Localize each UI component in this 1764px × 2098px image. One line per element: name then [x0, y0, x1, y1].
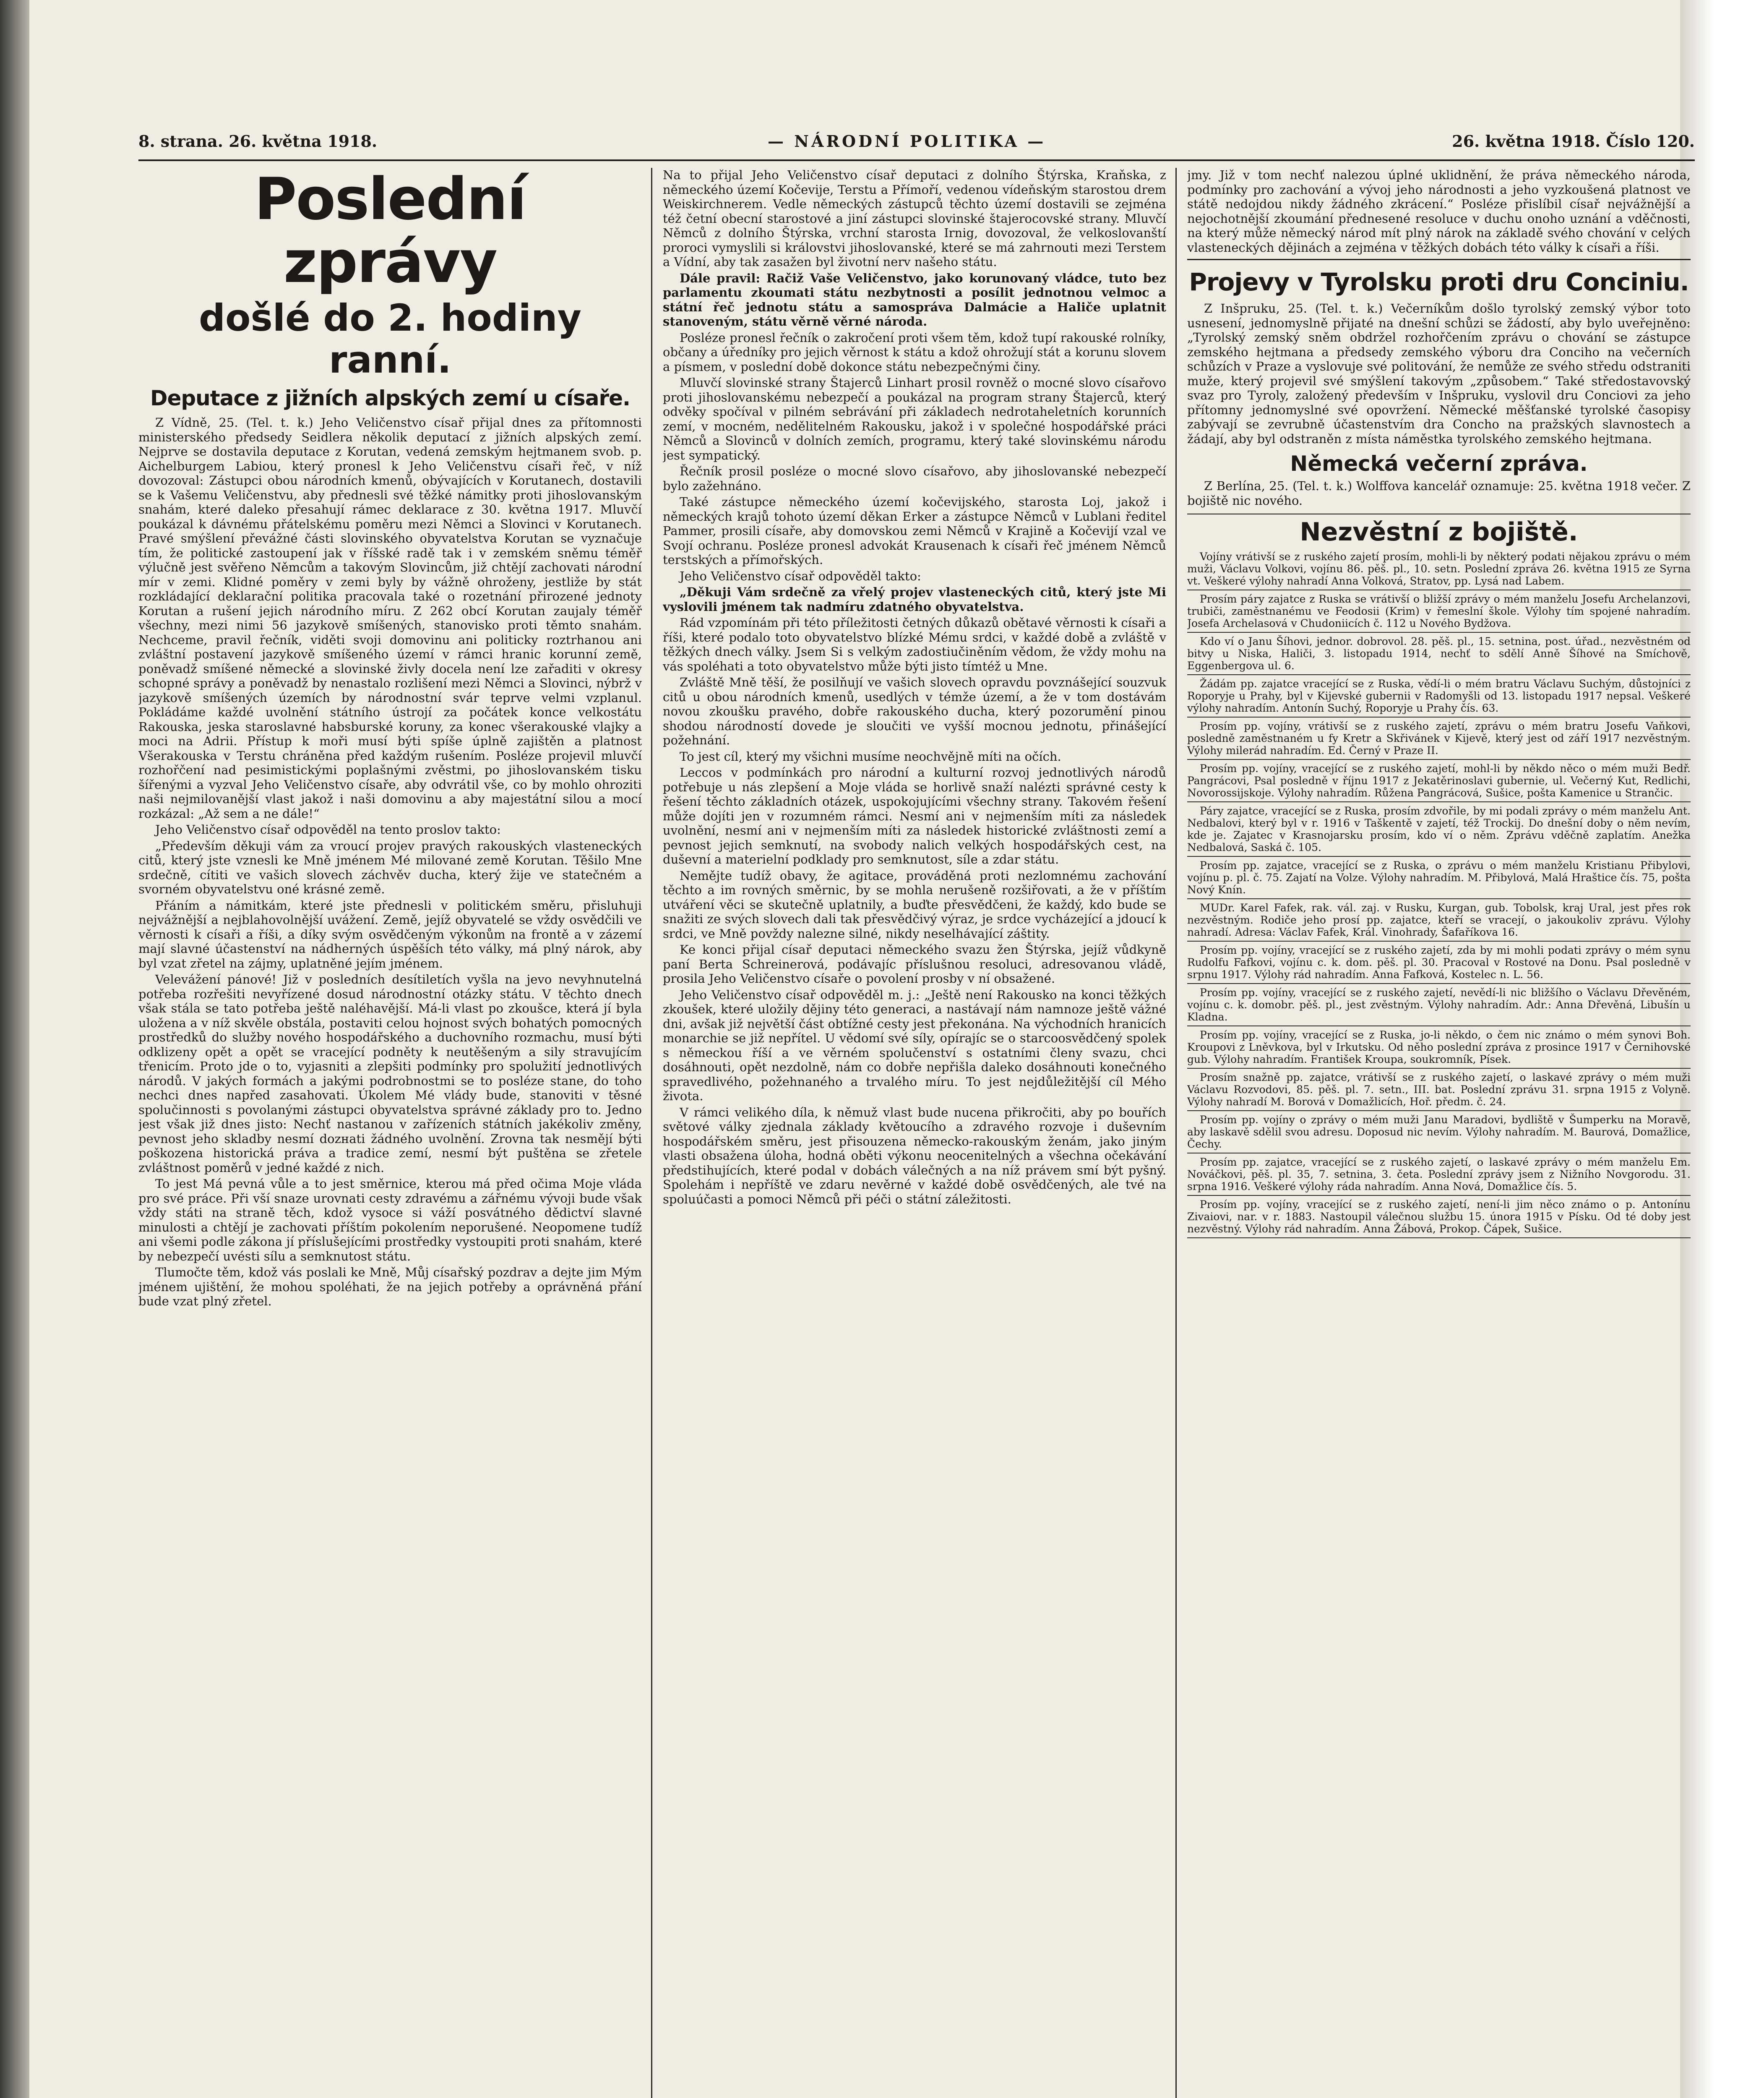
missing-persons-heading: Nezvěstní z bojiště.	[1187, 514, 1691, 547]
column-rule	[1175, 168, 1177, 2098]
article-paragraph: Nemějte tudíž obavy, že agitace, prováděná proti nezlomnému zachování těchto a im rovných směrnic, by se mohla nerušeně rozšiřovati, a že v příštím utváření věci se skutečně uplatnily, a buďte přesvědčeni, že každý, kdo bude se snažiti ze svých slovech dali tak přesvědčivý výraz, je srdce vycházející a jdoucí k srdci, ve Mně povždy nalezne silné, nikdy neselhávající záštity.	[663, 868, 1166, 941]
notice: Vojíny vrátivší se z ruského zajetí prosím, mohli-li by některý podati nějakou zprávu o mém muži, Václavu Volkovi, vojínu 86. pěš. pl., 10. setn. Poslední zpráva 26. května 1915 ze Syrna vt. Veškeré výlohy nahradí Anna Volková, Stratov, pp. Lysá nad Labem.	[1187, 551, 1691, 590]
article-paragraph: Jeho Veličenstvo císař odpověděl na tento proslov takto:	[155, 822, 501, 837]
column-1	[138, 168, 642, 2098]
column-rule	[651, 168, 652, 2098]
header-date-right: 26. května 1918. Číslo 120.	[1452, 132, 1695, 151]
article-paragraph: Jeho Veličenstvo císař odpověděl m. j.: „Ještě není Rakousko na konci těžkých zkoušek, které uložily dějiny této generaci, a nastávají nám namnoze ještě vážné dni, avšak již největší část obtížné cesty jest překonána. Na východních hranicích monarchie se již nepřítel. U vědomí své síly, opírajíc se o starcoosvědčený spolek s německou říší a ve věrném spolučenství s ostatními členy svazu, chci dosáhnouti, opět nezdolně, nám co dobře nepřišla daleko dosáhnouti konečného spravedlivého, požehnaného a trvalého míru. To jest nejdůležitější cíl Mého života.	[663, 987, 1166, 1103]
article-paragraph: Velevážení pánové! Již v posledních desítiletích vyšla na jevo nevyhnutelná potřeba rozřešiti nevyřízené dosud národnostní otázky státu. V těchto dnech však stála se tato potřeba ještě naléhavější. Má-li vlast po zkoušce, která jí byla uložena a v níž skvěle obstála, postaviti celou hojnost svých bohatých pomocných prostředků do služby nového hospodářského a duchovního rozmachu, musí býti odklizeny opět a opět se vracející podněty k neutěšeným a sily stravujícím třenicím. Proto jde o to, vyjasniti a zlepšiti podmínky pro spolužití jednotlivých národů. V jakých formách a jakými podrobnostmi se to posléze stane, do toho nechci dnes napřed zasahovati. Úkolem Mé vlády bude, stanoviti v těsné spolučinnosti s povolanými zástupci obyvatelstva správné základy pro to. Jedno jest však již dnes jisto: Nechť nastanou v zařízeních státních jakékoliv změny, pevnost jeho skladby nesmí dozнati žádného uvolnění. Zrovna tak nesmějí býti poškozena historická práva a tradice zemí, nesmí být puštěna se zřetele zvláštnost poměrů v jedné každé z nich.	[138, 972, 642, 1175]
notice: Páry zajatce, vracející se z Ruska, prosím zdvořile, by mi podali zprávy o mém manželu Ant. Nedbalovi, který byl v r. 1916 v Taškentě v zajetí, též Trockij. Do dnešní doby o něm nevím, kde je. Zajatec v Krasnojarsku prosím, kdo ví o něm. Zprávu vděčně zaplatím. Anežka Nedbalová, Saská č. 105.	[1187, 805, 1691, 857]
article-paragraph: V rámci velikého díla, k němuž vlast bude nucena přikročiti, aby po bouřích světové války zjednala základy květoucího a zdravého rozvoje i duševním hospodářském směru, jest přisouzena německo-rakouským ženám, jako jiným vlasti obsažena úloha, hodná oběti výkonu neocenitelných a všechna očekávání předstihujících, které podal v dobách válečných a na níž právem smí být pyšný. Spolehám i nepříště ve zdaru nevěrné v každé době osvědčených, ale tvé na spoluúčasti a pomoci Němců při péči o státní záležitosti.	[663, 1105, 1166, 1206]
section-subtitle: došlé do 2. hodiny ranní.	[199, 296, 581, 381]
notice: Kdo ví o Janu Šíhovi, jednor. dobrovol. 28. pěš. pl., 15. setnina, post. úřad., nezvěstném od bitvy u Niska, Haliči, 3. listopadu 1914, nechť to sdělí Anně Šíhové na Smíchově, Eggenbergova ul. 6.	[1187, 635, 1691, 675]
notice: Prosím snažně pp. zajatce, vrátivší se z ruského zajetí, o laskavé zprávy o mém muži Václavu Rozvodovi, 85. pěš. pl. 7. setn., III. bat. Poslední zprávu 31. srpna 1915 z Volyně. Výlohy nahradí M. Borová v Domažlicích, Hoř. předm. č. 24.	[1187, 1071, 1691, 1111]
scan-edge-left	[0, 0, 29, 2098]
notice: Prosím pp. vojíny, vrátivší se z ruského zajetí, zprávu o mém bratru Josefu Vaňkovi, posledně zaměstnaném u fy Kretr a Skřivánek v Kijevě, který jest od září 1917 nezvěstným. Výlohy milerád nahradím. Ed. Černý v Praze II.	[1187, 720, 1691, 760]
article-paragraph: „Děkuji Vám srdečně za vřelý projev vlasteneckých citů, který jste Mi vyslovili jménem tak nadmíru zdatného obyvatelstva.	[663, 585, 1166, 614]
article-paragraph: Z Vídně, 25. (Tel. t. k.) Jeho Veličenstvo císař přijal dnes za přítomnosti ministerského předsedy Seidlera několik deputací z jižních alpských zemí. Nejprve se dostavila deputace z Korutan, vedená zemským hejtmanem svob. p. Aichelburgem Labiou, který pronesl k Jeho Veličenstvu císaři řeč, v níž dovozoval: Zástupci obou národních kmenů, obývajících v Korutanech, dostavili se k Vašemu Veličenstvu, aby přednesli své těžké námitky proti jihoslovanským snahám, které daleko přesahují rámec deklarace z 30. května 1917. Mluvčí poukázal k dávnému přátelskému poměru mezi Němci a Slovinci v Korutanech. Pravé smýšlení převážné části slovinského obyvatelstva Korutan se vyznačuje tím, že politické zastoupení jak v říšské radě tak i v zemském sněmu téměř výlučně jest svěřeno Němcům a takovým Slovincům, již chtějí zachovati národní mír v zemi. Klidné poměry v zemi byly by vážně ohroženy, jestliže by stát rozkládající deklarační politika pracovala také o rozetnání přirozené jednoty Korutan a rušení jejich národního míru. Z 262 obcí Korutan zaujaly téměř všechny, mezi nimi 56 jazykově smíšených, stanovisko proti těmto snahám. Nechceme, pravil řečník, viděti svoji domovinu ani politicky roztrhanou ani zvláštní postavení jazykově smíšeného území v rámci hranic korunní země, poněvadž smíšené německé a slovinské živly docela není lze zařaditi v okresy schopné správy a poněvadž by nenastalo rozlišení mezi Němci a Slovinci, nýbrž v jazykově smíšených územích by národnostní svár teprve velmi vzplanul. Pokládáme každé uvolnění státního ústrojí za počátek konce velkostátu Rakouska, jeska staroslavné habsburské koruny, za konec všerakouské vlajky a moci na Adrii. Přístup k moři musí býti spíše úplně zajištěn a platnost Všerakouska v Terstu chráněna před každým rušením. Posléze projevil mluvčí rozhořčení nad pesimistickými poplašnými zvěstmi, po jihoslovanském tisku šířenými a vyzval Jeho Veličenstvo císaře, aby odvrátil vše, co by mohlo ohroziti naši nejmilovanější vlast jakož i naši domovinu a aby majestátní silou a mocí rozkázal: „Až sem a ne dále!“	[138, 415, 642, 821]
article-paragraph: Ke konci přijal císař deputaci německého svazu žen Štýrska, jejíž vůdkyně paní Berta Schreinerová, podávajíc příslušnou resoluci, adresovanou vládě, prosila Jeho Veličenstvo císaře o povolení prosby v ní obsažené.	[663, 942, 1166, 986]
article-paragraph: Z Inšpruku, 25. (Tel. t. k.) Večerníkům došlo tyrolský zemský výbor toto usnesení, jednomyslně přijaté na dnešní schůzi se žádostí, aby bylo uveřejněno: „Tyrolský zemský sněm obdržel rozhořčením zprávu o chování se zástupce zemského hejtmana a předsedy zemského výboru dra Conciho na večerních schůzích v Praze a vyslovuje své politování, že nemůže ze svého středu odstraniti muže, který projevil své smýšlení takovým „způsobem.“ Také středostavovský svaz pro Tyroly, založený především v Inšpruku, vyslovil dru Conciovi za jeho přítomny jednomyslné své opovržení. Německé měšťanské tyrolské časopisy zabývají se zevrubně účastenstvím dra Concho na pražských slavnostech a žádají, aby byl odstraněn z místa náměstka tyrolského zemského hejtmana.	[1187, 301, 1691, 446]
article-heading: Německá večerní zpráva.	[1290, 451, 1588, 476]
article-paragraph: To jest Má pevná vůle a to jest směrnice, kterou má před očima Moje vláda pro své práce. Při vší snaze urovnati cesty zdravému a zářnému vývoji bude však vždy státi na straně těch, kdož vysoce si váží posvátného dědictví slavné minulosti a chtějí je zachovati příštím pokolením neporušené. Neopomene tudíž ani všemi podle zákona jí příslušejícími prostředky vystoupiti proti snahám, které by nebezpečí uvésti sílu a semknutost státu.	[138, 1177, 642, 1263]
article-paragraph: Jeho Veličenstvo císař odpověděl takto:	[680, 569, 921, 583]
article-paragraph: Mluvčí slovinské strany Štajerců Linhart prosil rovněž o mocné slovo císařovo proti jihoslovanskému nebezpečí a poukázal na program strany Štajerců, který odvěky spočíval v pilném sebrávání při základech nedrotaheletních korunních zemí, v mocném, nedělitelném Rakousku, jakož i v společné hospodářské práci Němců a Slovinců v dolních zemích, programu, který také slovinskému národu jest sympatický.	[663, 376, 1166, 462]
article-paragraph: „Především děkuji vám za vroucí projev pravých rakouských vlasteneckých citů, který jste vznesli ke Mně jménem Mé milované země Korutan. Těšilo Mne srdečně, cítiti ve vašich slovech záchvěv ducha, který žije ve statečném a svorném obyvatelstvu oné krásné země.	[138, 838, 642, 896]
article-paragraph: Také zástupce německého území kočevijského, starosta Loj, jakož i německých krajů tohoto území děkan Erker a zástupce Němců v Lublani ředitel Pammer, prosili císaře, aby domovskou zemi Němců v Krajině a Kočevijí vzal ve Svojí ochranu. Posléze pronesl advokát Krausenach k císaři řeč jménem Němců terstských a přímořských.	[663, 495, 1166, 567]
article-paragraph: Tlumočte těm, kdož vás poslali ke Mně, Můj císařský pozdrav a dejte jim Mým jménem ujištění, že mohou spoléhati, že na jejich potřeby a oprávněná přání bude vzat plný zřetel.	[138, 1265, 642, 1308]
article-heading: Projevy v Tyrolsku proti dru Conciniu.	[1189, 268, 1689, 296]
notice: Prosím pp. vojíny, vracející se z ruského zajetí, nevědí-li nic bližšího o Václavu Dřevěném, vojínu c. k. domobr. pěš. pl., jest zvěstným. Výlohy nahradím. Adr.: Anna Dřevěná, Libušín u Kladna.	[1187, 986, 1691, 1026]
notice: Prosím pp. vojíny, vracející se z ruského zajetí, zda by mi mohli podati zprávy o mém synu Rudolfu Fafkovi, vojínu c. k. dom. pěš. pl. 30. Pracoval v Rostové na Donu. Psal posledně v srpnu 1917. Výlohy rád nahradím. Anna Fafková, Kostelec n. L. 56.	[1187, 944, 1691, 984]
header-newspaper-name: — NÁRODNÍ POLITIKA —	[768, 132, 1046, 151]
column-2	[663, 168, 1166, 2098]
article-paragraph: Rád vzpomínám při této příležitosti četných důkazů obětavé věrnosti k císaři a říši, které podalo toto obyvatelstvo blízké Mému srdci, v každé době a zvláště v těžkých dnech války. Jsem Si s velkým zadostiučiněním vědom, že vždy mohu na vás spoléhati a toto obyvatelstvo může býti jisto tímtéž u Mne.	[663, 616, 1166, 673]
article-paragraph: Řečník prosil posléze o mocné slovo císařovo, aby jihoslovanské nebezpečí bylo zažehnáno.	[663, 464, 1166, 493]
notice: Prosím pp. zajatce, vracející se z ruského zajetí, o laskavé zprávy o mém manželu Em. Nováčkovi, pěš. pl. 35, 7. setnina, 3. četa. Poslední zprávy jsem z Nižního Novgorodu. 31. srpna 1916. Veškeré výlohy ráda nahradím. Anna Nová, Domažlice čís. 5.	[1187, 1156, 1691, 1196]
notice: Prosím pp. vojíny, vracející se z Ruska, jo-li někdo, o čem nic známo o mém synovi Boh. Kroupovi z Lněvkova, byl v Irkutsku. Od něho poslední zpráva z prosince 1917 v Černihovské gub. Výlohy nahradím. František Kroupa, soukromník, Písek.	[1187, 1029, 1691, 1069]
notice: Prosím pp. vojíny, vracející se z ruského zajetí, mohl-li by někdo něco o mém muži Bedř. Pangrácovi, Psal posledně v říjnu 1917 z Jekatěrinoslavi gubernie, ul. Večerný Kut, Redlichi, Novorossijskoje. Výlohy nahradím. Růžena Pangrácová, Sušice, pošta Kamenice u Strančic.	[1187, 762, 1691, 802]
article-heading: Deputace z jižních alpských zemí u císaře.	[150, 386, 631, 410]
article-paragraph: jmy. Již v tom nechť nalezou úplné uklidnění, že práva německého národa, podmínky pro zachování a vývoj jeho národnosti a jeho vyzkoušená platnost ve státě nedojdou nikdy žádného zkrácení.“ Posléze přislíbil císař nejvážnější a nejochotnější zkoumání přednesené resoluce v duchu onoho uznání a vděčnosti, na který může německý národ mít plný nárok na základě svého chování v celých vlasteneckých dějinách a zejména v těžkých dobách této války k císaři a říši.	[1187, 168, 1691, 255]
header-date-left: 8. strana. 26. května 1918.	[138, 132, 378, 151]
scan-edge-right	[1680, 0, 1764, 2098]
article-paragraph: Na to přijal Jeho Veličenstvo císař deputaci z dolního Štýrska, Kraňska, z německého území Kočevije, Terstu a Přímoří, vedenou vídeňským starostou drem Weiskirchnerem. Vedle německých zástupců těchto území dostavili se zejména též četní obecní starostové a jiní zástupci slovinské štajerocovské strany. Mluvčí Němců z dolního Štýrska, vrchní starosta Irnig, dovozoval, že velkoslovanští proroci vymyslili si královstvi jihoslovanské, které se má zahrnouti mezi Terstem a Vídní, aby tak zasažen byl životní nerv našeho státu.	[663, 168, 1166, 269]
missing-persons-list	[1187, 551, 1691, 1238]
section-title: Poslední zprávy	[254, 168, 526, 296]
notice: Prosím pp. zajatce, vracející se z Ruska, o zprávu o mém manželu Kristianu Přibylovi, vojínu p. pl. č. 75. Zajatí na Volze. Výlohy nahradím. M. Přibylová, Malá Hraštice čís. 75, pošta Nový Knín.	[1187, 859, 1691, 899]
notice: Prosím pp. vojíny o zprávy o mém muži Janu Maradovi, bydliště v Šumperku na Moravě, aby laskavě sdělil svou adresu. Doposud nic nevím. Výlohy nahradím. M. Baurová, Domažlice, Čechy.	[1187, 1114, 1691, 1153]
column-3	[1187, 168, 1691, 2098]
page-header	[138, 126, 1695, 161]
notice: MUDr. Karel Fafek, rak. vál. zaj. v Rusku, Kurgan, gub. Tobolsk, kraj Ural, jest přes rok nezvěstným. Rodiče jeho prosí pp. zajatce, kteří se vracejí, o jakoukoliv zprávu. Výlohy nahradí. Adresa: Václav Fafek, Král. Vinohrady, Šafaříkova 16.	[1187, 902, 1691, 942]
notice: Prosím páry zajatce z Ruska se vrátivší o bližší zprávy o mém manželu Josefu Archelanzovi, trubiči, zaměstnanému ve Feodosii (Krim) v řemeslní škole. Výlohy tím spojené nahradím. Josefa Archelasová v Chudoniicích č. 112 u Nového Bydžova.	[1187, 593, 1691, 633]
divider	[1187, 259, 1691, 260]
notice: Prosím pp. vojíny, vracející se z ruského zajetí, není-li jim něco známo o p. Antonínu Zivaiovi, nar. v r. 1883. Nastoupil válečnou službu 15. února 1915 v Písku. Od té doby jest nezvěstný. Výlohy rád nahradím. Anna Žábová, Prokop. Čápek, Sušice.	[1187, 1198, 1691, 1238]
article-paragraph: Zvláště Mně těší, že posilňují ve vašich slovech opravdu povznášející souzvuk citů u obou národních kmenů, usedlých v témže území, a že v tom dostávám novou zkoušku pravého, dobře rakouského ducha, který pozorumění pinou shodou národností dovede je sloučiti ve vyšší mocnou jednotu, přinášející požehnání.	[663, 675, 1166, 747]
article-paragraph: Posléze pronesl řečník o zakročení proti všem těm, kdož tupí rakouské rolníky, občany a úředníky pro jejich věrnost k státu a kdož ohrožují stát a korunu slovem a písmem, v poslední době dokonce státu nebezpečnými činy.	[663, 330, 1166, 374]
article-paragraph: Z Berlína, 25. (Tel. t. k.) Wolffova kancelář oznamuje: 25. května 1918 večer. Z bojiště nic nového.	[1187, 479, 1691, 508]
article-paragraph: Přáním a námitkám, které jste přednesli v politickém směru, přisluhuji nejvážnější a nejblahovolnější uvážení. Země, jejíž obyvatelé se vždy osvědčili ve věrnosti k císaři a říši, a díky svým osvědčeným výkonům na frontě a v zázemí mají slavné účastenství na nádherných úspěších této války, má plný nárok, aby byl vzat zřetel na zájmy, uplatněné jejím jménem.	[138, 898, 642, 971]
article-paragraph: Dále pravil: Račiž Vaše Veličenstvo, jako korunovaný vládce, tuto bez parlamentu zkoumati státu nezbytnosti a posílit jednotnou velmoc a státní řeč jednotu státu a samospráva Dalmácie a Haliče uplatnit stanoveným, státu věrně věrné národa.	[663, 271, 1166, 329]
article-paragraph: To jest cíl, který my všichni musíme neochvějně míti na očích.	[680, 749, 1061, 764]
article-paragraph: Leccos v podmínkách pro národní a kulturní rozvoj jednotlivých národů potřebuje u nás zlepšení a Moje vláda se horlivě snaží nalézti správné cesty k řešení těchto základních otázek, uspokojujícími všechny strany. Takovém řešení může dojíti jen v rozumném rámci. Nesmí ani v nejmenším míti za následek uvolnění, nesmí ani v nejmenším míti za následek historické zvláštnosti zemí a pevnost jejich semknutí, na svobody nalich velkých hospodářských cest, na duševní a materielní podklady pro semknutost, síle a zdar státu.	[663, 765, 1166, 866]
notice: Žádám pp. zajatce vracející se z Ruska, vědí-li o mém bratru Václavu Suchým, důstojníci z Roporyje u Prahy, byl v Kijevské gubernii v Radomyšli od 13. listopadu 1917 nepsal. Veškeré výlohy nahradím. Antonín Suchý, Roporyje u Prahy čís. 63.	[1187, 678, 1691, 718]
